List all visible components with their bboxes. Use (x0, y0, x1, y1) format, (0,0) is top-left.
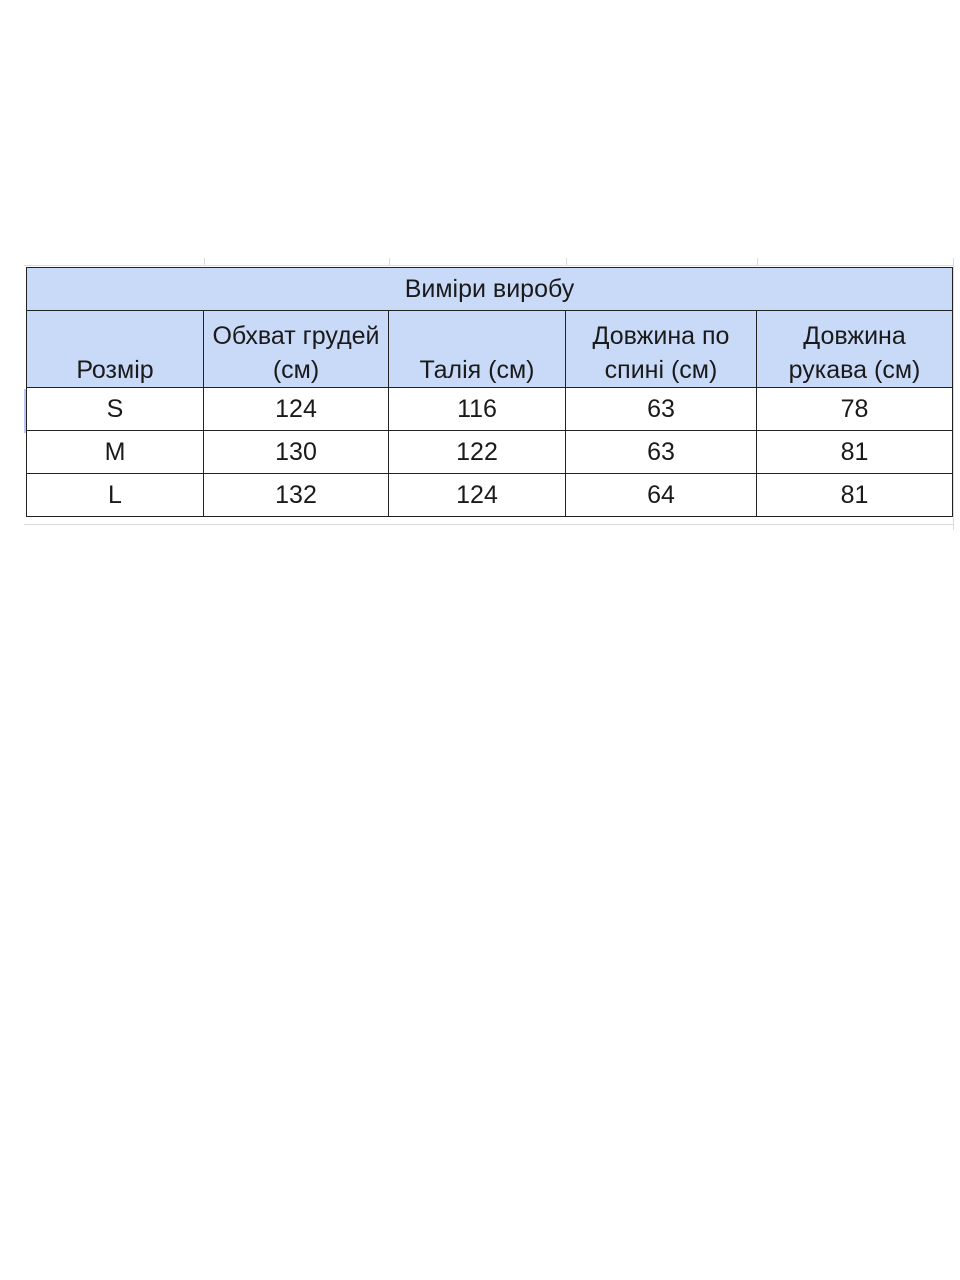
table-cell[interactable]: M (27, 431, 204, 474)
header-cell-sleeve-length[interactable]: Довжина рукава (см) (757, 311, 953, 388)
header-cell-size[interactable]: Розмір (27, 311, 204, 388)
size-chart-table (26, 267, 953, 517)
gridline (757, 258, 758, 266)
table-row (27, 431, 953, 474)
header-cell-chest[interactable]: Обхват грудей (см) (204, 311, 389, 388)
table-header-row (27, 311, 953, 388)
table-cell[interactable]: 124 (389, 474, 566, 517)
header-cell-back-length[interactable]: Довжина по спині (см) (566, 311, 757, 388)
gridline (389, 258, 390, 266)
gridline (204, 258, 205, 266)
gridline (24, 265, 954, 266)
table-cell[interactable]: 64 (566, 474, 757, 517)
spreadsheet-area (0, 258, 960, 530)
table-cell[interactable]: 78 (757, 388, 953, 431)
table-cell[interactable]: 81 (757, 431, 953, 474)
table-cell[interactable]: 122 (389, 431, 566, 474)
table-row (27, 474, 953, 517)
gridline (24, 524, 954, 525)
table-row (27, 388, 953, 431)
table-title[interactable]: Виміри виробу (27, 268, 953, 311)
table-cell[interactable]: 130 (204, 431, 389, 474)
table-cell[interactable]: 81 (757, 474, 953, 517)
table-cell[interactable]: 63 (566, 431, 757, 474)
gridline (953, 258, 954, 530)
table-cell[interactable]: 124 (204, 388, 389, 431)
table-cell[interactable]: S (27, 388, 204, 431)
table-title-row (27, 268, 953, 311)
gridline (566, 258, 567, 266)
header-cell-waist[interactable]: Талія (см) (389, 311, 566, 388)
table-cell[interactable]: 132 (204, 474, 389, 517)
table-cell[interactable]: 63 (566, 388, 757, 431)
table-cell[interactable]: L (27, 474, 204, 517)
table-cell[interactable]: 116 (389, 388, 566, 431)
